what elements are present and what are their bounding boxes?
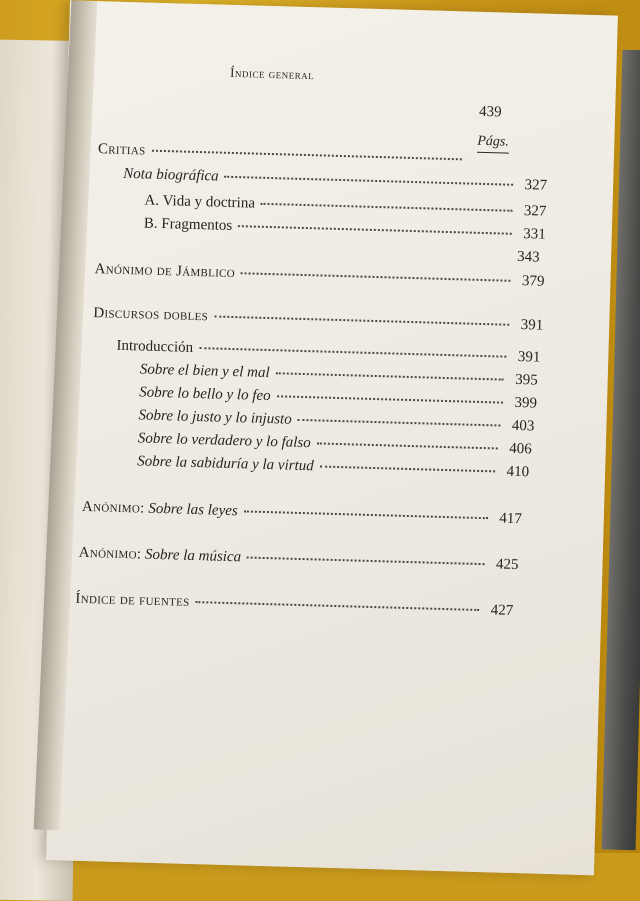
- toc-entry-label: B. Fragmentos: [143, 215, 233, 234]
- pags-column-label: Págs.: [477, 134, 509, 154]
- toc-entry-page: 331: [523, 226, 546, 243]
- leader-dots: [317, 442, 498, 449]
- toc-entry-sabiduria-virtud: [137, 453, 529, 481]
- toc-entry-fuentes: [75, 591, 513, 620]
- leader-dots: [261, 203, 512, 212]
- toc-entry-label: [78, 545, 241, 567]
- toc-entry-page: 327: [523, 203, 547, 220]
- toc-entry-title: Sobre las leyes: [148, 500, 238, 520]
- leader-dots: [238, 225, 512, 235]
- toc-entry-label: Critias: [97, 141, 146, 159]
- toc-entry-page: 417: [499, 510, 523, 528]
- toc-entry-label: Nota biográfica: [123, 165, 219, 185]
- leader-dots: [241, 272, 510, 282]
- leader-dots: [277, 395, 503, 403]
- toc-entry-page: 391: [517, 348, 541, 366]
- toc-entry-label: Sobre el bien y el mal: [139, 361, 270, 382]
- leader-dots: [199, 347, 506, 358]
- toc-entry-label: [82, 499, 238, 520]
- toc-entry-label: Sobre lo justo y lo injusto: [138, 407, 292, 428]
- leader-dots: [244, 510, 488, 519]
- leader-dots: [225, 176, 514, 186]
- book-page: [46, 0, 618, 875]
- leader-dots: [298, 419, 501, 427]
- leader-dots: [320, 466, 495, 473]
- page-number: 439: [478, 103, 502, 121]
- toc-entry-label: Sobre lo bello y lo feo: [138, 384, 271, 405]
- toc-entry-label: Discursos dobles: [93, 305, 209, 325]
- leader-dots: [276, 372, 504, 380]
- toc-entry-label: Introducción: [116, 337, 194, 356]
- toc-entry-fragmentos: [144, 216, 546, 244]
- toc-entry-anonimo-jamblico: [94, 261, 544, 291]
- toc-entry-page: 403: [511, 417, 535, 435]
- toc-entry-nota: [123, 166, 547, 195]
- toc-entry-label: Sobre la sabiduría y la virtud: [137, 453, 314, 475]
- toc-entry-label: Anónimo de Jámblico: [94, 261, 236, 282]
- leader-dots: [214, 315, 509, 325]
- toc-entry-page: 395: [514, 371, 538, 389]
- table-of-contents: [75, 61, 550, 619]
- leader-dots: [195, 601, 479, 611]
- leader-dots: [247, 557, 484, 566]
- toc-entry-title: Sobre la música: [144, 546, 242, 566]
- toc-entry-page: 406: [509, 440, 532, 458]
- toc-entry-label: A. Vida y doctrina: [144, 192, 256, 212]
- toc-entry-critias: [98, 141, 468, 168]
- toc-entry-prefix: Anónimo:: [78, 544, 142, 563]
- toc-extra-page: 343: [516, 248, 540, 266]
- toc-entry-page: 399: [514, 394, 538, 412]
- toc-entry-leyes: [82, 499, 522, 528]
- toc-entry-page: 410: [506, 463, 530, 481]
- leader-dots: [151, 150, 461, 161]
- toc-entry-prefix: Anónimo:: [81, 498, 145, 517]
- toc-entry-musica: [78, 545, 518, 574]
- toc-entry-page: 425: [495, 556, 519, 574]
- running-head: Índice general: [229, 64, 315, 83]
- toc-entry-page: 427: [490, 602, 514, 619]
- toc-entry-page: 391: [520, 317, 544, 334]
- toc-entry-page: 327: [524, 177, 548, 194]
- toc-entry-page: 379: [521, 273, 545, 290]
- toc-entry-label: Índice de fuentes: [75, 590, 190, 610]
- toc-entry-discursos: [93, 305, 543, 335]
- toc-entry-label: Sobre lo verdadero y lo falso: [137, 430, 311, 452]
